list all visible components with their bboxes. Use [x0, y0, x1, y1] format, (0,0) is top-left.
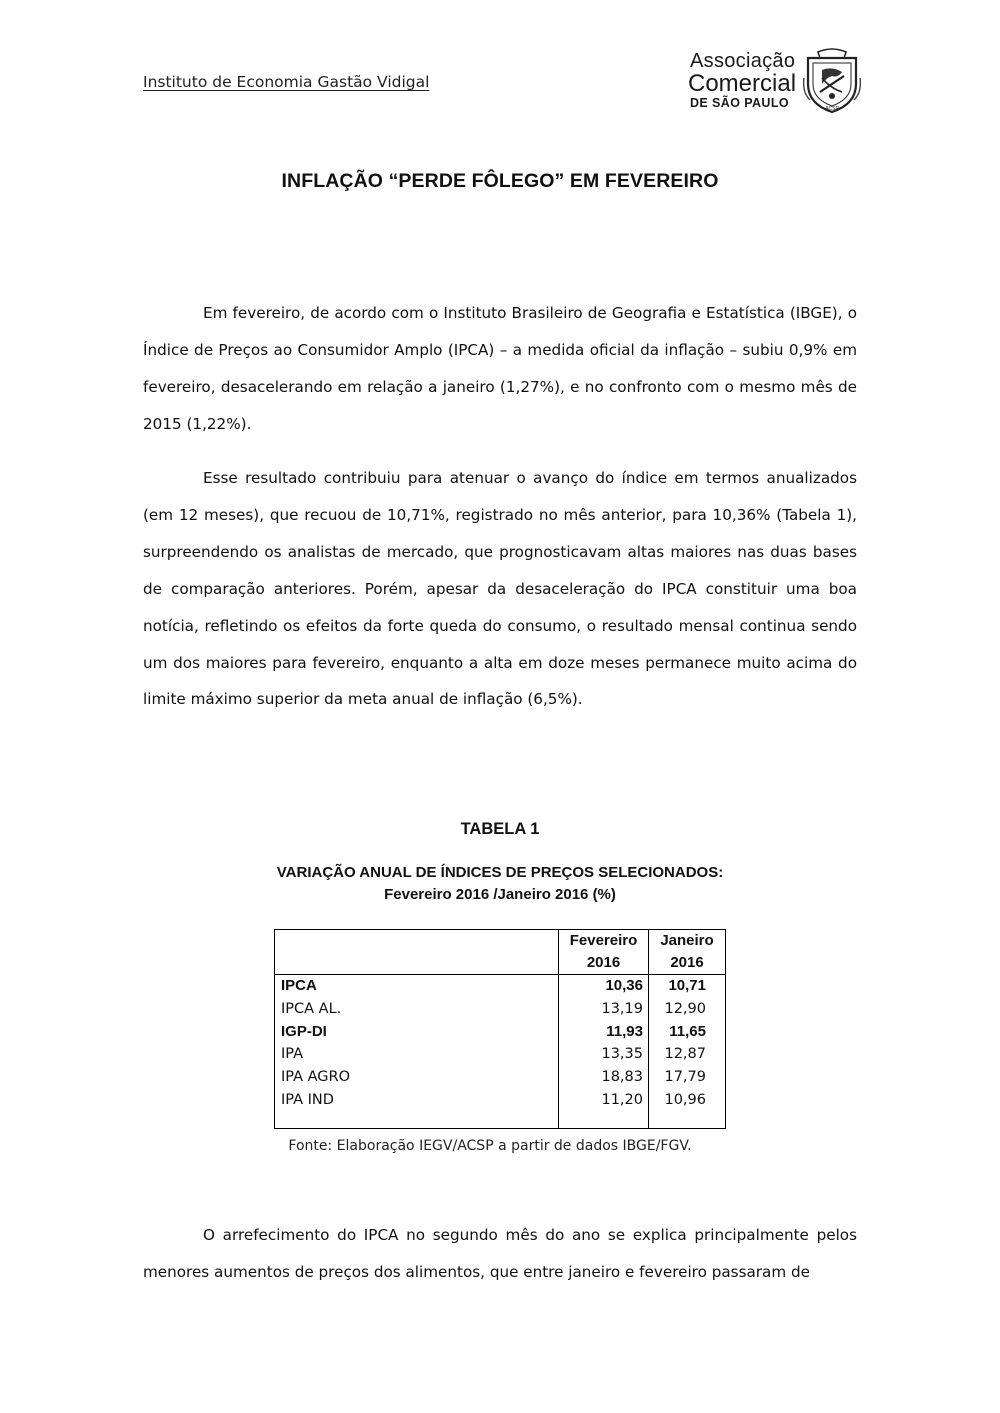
row-name: IPCA AL.: [281, 1000, 342, 1017]
row-feb-value: 10,36: [559, 975, 649, 998]
table-header-row: [275, 930, 726, 975]
row-name: IGP-DI: [281, 1022, 327, 1040]
table-row: [275, 1021, 726, 1044]
row-name: IPA: [281, 1046, 304, 1063]
row-feb-value: 11,93: [559, 1021, 649, 1044]
table-row: [275, 998, 726, 1021]
row-jan-value: 11,65: [649, 1021, 726, 1044]
logo-line-3: DE SÃO PAULO: [690, 96, 790, 110]
acsp-logo: [690, 48, 870, 118]
table-row: [275, 1043, 726, 1066]
logo-line-2: Comercial: [688, 70, 797, 97]
document-title: INFLAÇÃO “PERDE FÔLEGO” EM FEVEREIRO: [281, 170, 719, 192]
row-feb-value: 13,35: [559, 1043, 649, 1066]
table-subtitle-line-2: Fevereiro 2016 /Janeiro 2016 (%): [384, 886, 616, 903]
row-name: IPA IND: [281, 1091, 334, 1108]
table-header-empty: [275, 930, 559, 975]
acsp-emblem-icon: [802, 48, 862, 114]
svg-text:ACSP: ACSP: [825, 106, 839, 112]
table-header-february: Fevereiro 2016: [559, 930, 649, 975]
row-feb-value: 18,83: [559, 1066, 649, 1089]
row-name: IPCA: [281, 977, 317, 994]
row-jan-value: 12,90: [649, 998, 726, 1021]
table-subtitle: [0, 862, 1000, 906]
table-header-january: Janeiro 2016: [649, 930, 726, 975]
row-feb-value: 11,20: [559, 1089, 649, 1112]
row-name: IPA AGRO: [281, 1069, 351, 1086]
table-source-note: Fonte: Elaboração IEGV/ACSP a partir de dados IBGE/FGV.: [288, 1138, 692, 1154]
row-jan-value: 10,71: [649, 975, 726, 998]
row-jan-value: 10,96: [649, 1089, 726, 1112]
table-row: [275, 1066, 726, 1089]
paragraph-3: O arrefecimento do IPCA no segundo mês do ano se explica principalmente pelos menores aumentos de preços dos alimentos, que entre janeiro e fevereiro passaram de: [143, 1226, 857, 1281]
table-spacer-row: [275, 1112, 726, 1129]
paragraph-2: Esse resultado contribuiu para atenuar o avanço do índice em termos anualizados (em 12 meses), que recuou de 10,71%, registrado no mês anterior, para 10,36% (Tabela 1), surpreendendo os analistas de mercado, que prognosticavam altas maiores nas duas bases de comparação anteriores. Porém, apesar da desaceleração do IPCA constituir uma boa notícia, refletindo os efeitos da forte queda do consumo, o resultado mensal continua sendo um dos maiores para fevereiro, enquanto a alta em doze meses permanece muito acima do limite máximo superior da meta anual de inflação (6,5%).: [143, 469, 857, 709]
table-subtitle-line-1: VARIAÇÃO ANUAL DE ÍNDICES DE PREÇOS SELECIONADOS:: [276, 864, 724, 881]
row-feb-value: 13,19: [559, 998, 649, 1021]
table-row: [275, 975, 726, 998]
header-institute-name: Instituto de Economia Gastão Vidigal: [143, 73, 430, 91]
logo-line-1: Associação: [690, 50, 796, 72]
row-jan-value: 12,87: [649, 1043, 726, 1066]
price-index-table: [274, 929, 726, 1129]
row-jan-value: 17,79: [649, 1066, 726, 1089]
table-label: TABELA 1: [460, 820, 540, 838]
table-row: [275, 1089, 726, 1112]
paragraph-1: Em fevereiro, de acordo com o Instituto Brasileiro de Geografia e Estatística (IBGE), o Índice de Preços ao Consumidor Amplo (IPCA) – a medida oficial da inflação – subiu 0,9% em fevereiro, desacelerando em relação a janeiro (1,27%), e no confronto com o mesmo mês de 2015 (1,22%).: [143, 304, 857, 433]
